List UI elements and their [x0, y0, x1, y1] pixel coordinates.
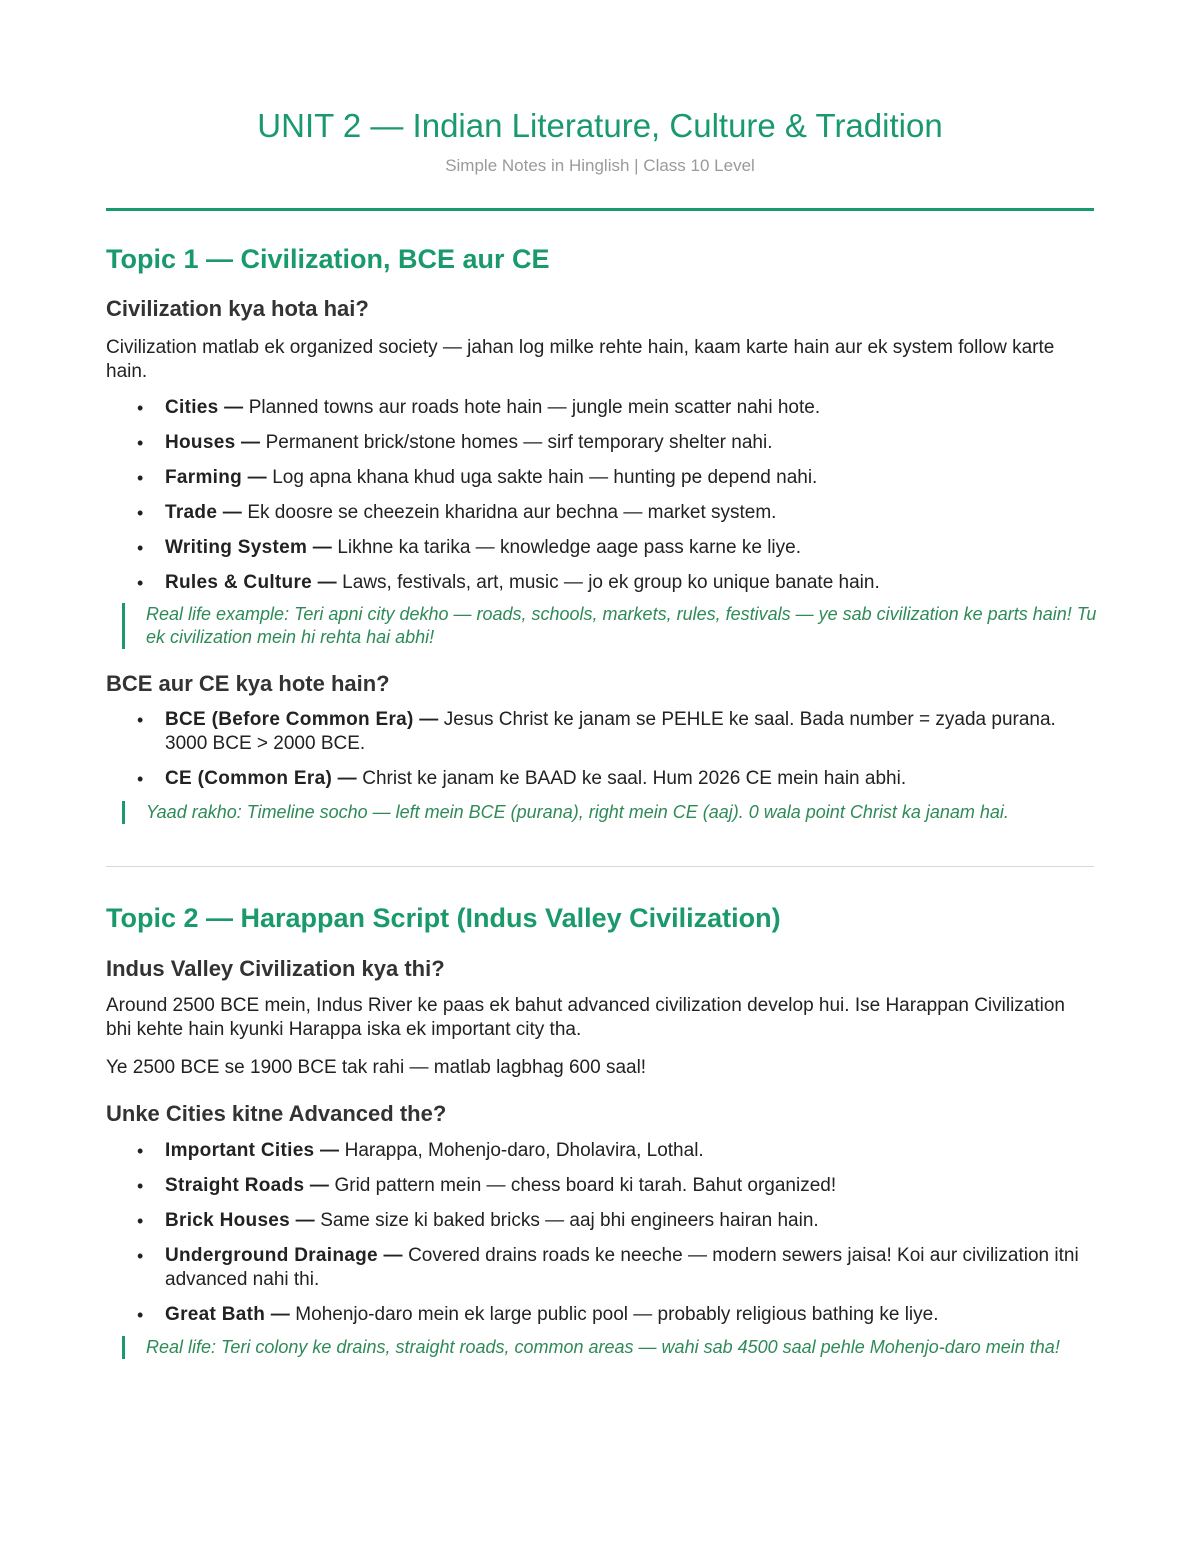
civilization-intro: Civilization matlab ek organized society — jahan log milke rehte hain, kaam karte hain aur ek system follow karte hain.: [106, 337, 1055, 382]
indus-valley-paragraph-1: Around 2500 BCE mein, Indus River ke paas ek bahut advanced civilization develop hui. Ise Harappan Civilization bhi kehte hain kyunki Harappa iska ek important city tha.: [106, 995, 1065, 1040]
list-item: • Rules & Culture — Laws, festivals, art, music — jo ek group ko unique banate hain.: [106, 571, 1094, 606]
list-item: • Houses — Permanent brick/stone homes — sirf temporary shelter nahi.: [106, 431, 1094, 466]
indus-valley-paragraph-2: Ye 2500 BCE se 1900 BCE tak rahi — matlab lagbhag 600 saal!: [106, 1057, 647, 1078]
bce-ce-list: [106, 708, 1094, 802]
list-item: • Farming — Log apna khana khud uga sakte hain — hunting pe depend nahi.: [106, 466, 1094, 501]
section-heading-civilization: Civilization kya hota hai?: [106, 296, 369, 321]
list-item: • Trade — Ek doosre se cheezein kharidna aur bechna — market system.: [106, 501, 1094, 536]
list-item: • Cities — Planned towns aur roads hote hain — jungle mein scatter nahi hote.: [106, 396, 1094, 431]
section-heading-indus-valley: Indus Valley Civilization kya thi?: [106, 956, 445, 981]
harappan-cities-list: [106, 1139, 1094, 1338]
page-subtitle: Simple Notes in Hinglish | Class 10 Level: [445, 156, 755, 175]
list-item: • Great Bath — Mohenjo-daro mein ek large public pool — probably religious bathing ke liye.: [106, 1303, 1094, 1338]
section-heading-cities: Unke Cities kitne Advanced the?: [106, 1101, 447, 1126]
list-item: • CE (Common Era) — Christ ke janam ke BAAD ke saal. Hum 2026 CE mein hain abhi.: [106, 767, 1094, 802]
topic-1-title: Topic 1 — Civilization, BCE aur CE: [106, 244, 550, 274]
topic-2-title: Topic 2 — Harappan Script (Indus Valley Civilization): [106, 903, 781, 933]
real-life-note: Real life: Teri colony ke drains, straight roads, common areas — wahi sab 4500 saal pehle Mohenjo-daro mein tha!: [122, 1336, 1106, 1359]
list-item: • Writing System — Likhne ka tarika — knowledge aage pass karne ke liye.: [106, 536, 1094, 571]
topic-divider: [106, 866, 1094, 867]
header-divider: [106, 208, 1094, 211]
list-item: • Important Cities — Harappa, Mohenjo-daro, Dholavira, Lothal.: [106, 1139, 1094, 1174]
real-life-note: Real life example: Teri apni city dekho — roads, schools, markets, rules, festivals — ye sab civilization ke parts hain! Tu ek civilization mein hi rehta hai abhi!: [122, 603, 1106, 649]
civilization-features-list: [106, 396, 1094, 606]
page-title: UNIT 2 — Indian Literature, Culture & Tradition: [257, 107, 943, 144]
section-heading-bce-ce: BCE aur CE kya hote hain?: [106, 671, 390, 696]
list-item: • Brick Houses — Same size ki baked bricks — aaj bhi engineers hairan hain.: [106, 1209, 1094, 1244]
list-item: • Straight Roads — Grid pattern mein — chess board ki tarah. Bahut organized!: [106, 1174, 1094, 1209]
list-item: • Underground Drainage — Covered drains roads ke neeche — modern sewers jaisa! Koi aur civilization itni advanced nahi thi.: [106, 1244, 1094, 1303]
list-item: • BCE (Before Common Era) — Jesus Christ ke janam se PEHLE ke saal. Bada number = zyada purana. 3000 BCE > 2000 BCE.: [106, 708, 1094, 767]
reminder-note: Yaad rakho: Timeline socho — left mein BCE (purana), right mein CE (aaj). 0 wala point Christ ka janam hai.: [122, 801, 1106, 824]
